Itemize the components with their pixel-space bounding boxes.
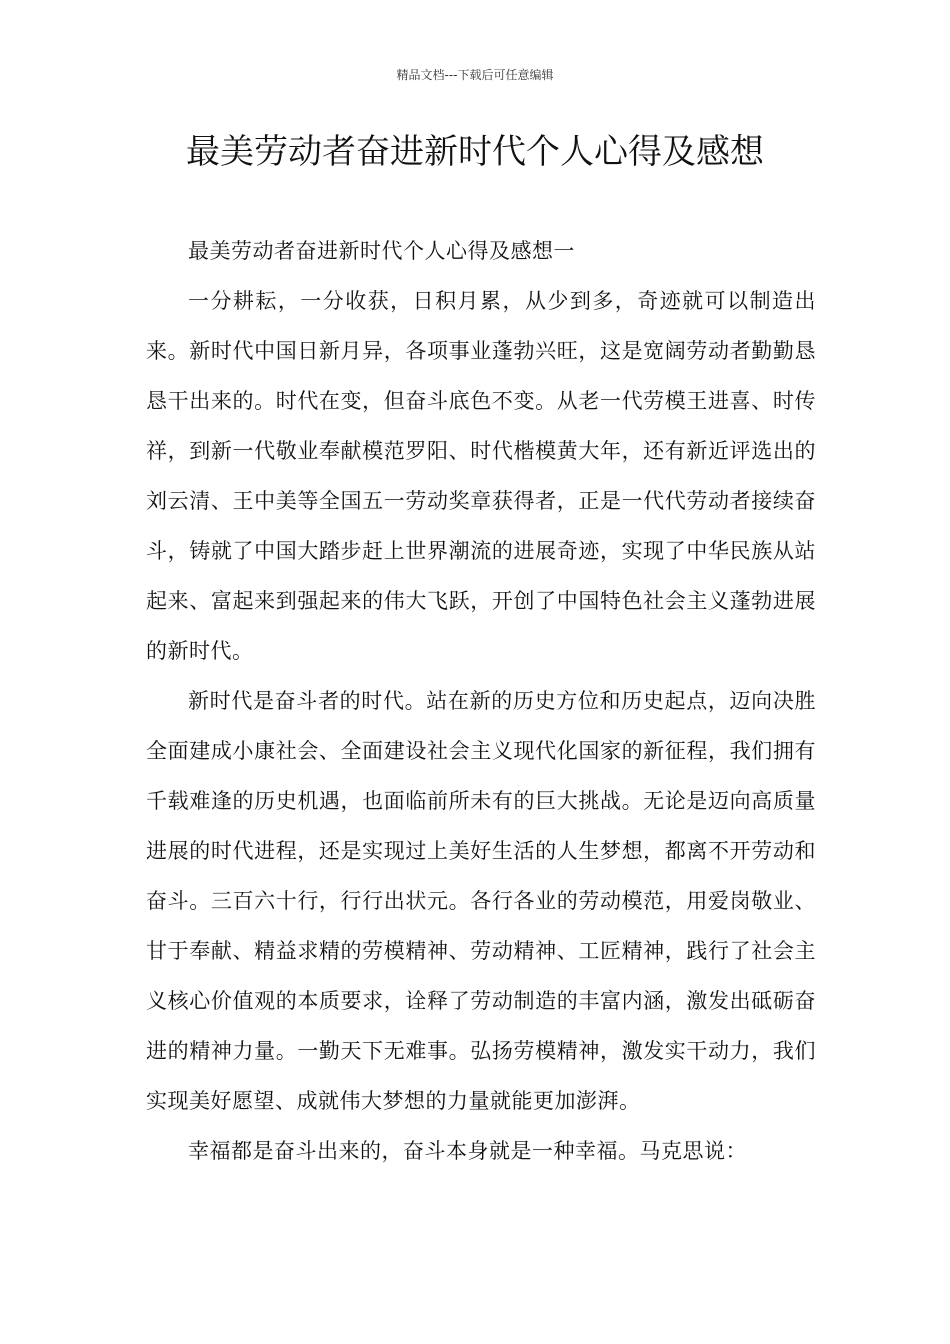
header-note: 精品文档---下载后可任意编辑 — [396, 68, 554, 82]
paragraph-2: 新时代是奋斗者的时代。站在新的历史方位和历史起点，迈向决胜全面建成小康社会、全面建设社会主义现代化国家的新征程，我们拥有千载难逢的历史机遇，也面临前所未有的巨大挑战。无论是迈向高质量进展的时代进程，还是实现过上美好生活的人生梦想，都离不开劳动和奋斗。三百六十行，行行出状元。各行各业的劳动模范，用爱岗敬业、甘于奉献、精益求精的劳模精神、劳动精神、工匠精神，践行了社会主义核心价值观的本质要求，诠释了劳动制造的丰富内涵，激发出砥砺奋进的精神力量。一勤天下无难事。弘扬劳模精神，激发实干动力，我们实现美好愿望、成就伟大梦想的力量就能更加澎湃。 — [146, 689, 816, 1113]
document-body — [146, 226, 816, 1176]
section-subtitle: 最美劳动者奋进新时代个人心得及感想一 — [188, 239, 575, 263]
paragraph-1: 一分耕耘，一分收获，日积月累，从少到多，奇迹就可以制造出来。新时代中国日新月异，各项事业蓬勃兴旺，这是宽阔劳动者勤勤恳恳干出来的。时代在变，但奋斗底色不变。从老一代劳模王进喜、时传祥，到新一代敬业奉献模范罗阳、时代楷模黄大年，还有新近评选出的刘云清、王中美等全国五一劳动奖章获得者，正是一代代劳动者接续奋斗，铸就了中国大踏步赶上世界潮流的进展奇迹，实现了中华民族从站起来、富起来到强起来的伟大飞跃，开创了中国特色社会主义蓬勃进展的新时代。 — [146, 289, 816, 663]
paragraph-3: 幸福都是奋斗出来的，奋斗本身就是一种幸福。马克思说： — [188, 1139, 747, 1163]
document-title: 最美劳动者奋进新时代个人心得及感想 — [186, 132, 764, 172]
